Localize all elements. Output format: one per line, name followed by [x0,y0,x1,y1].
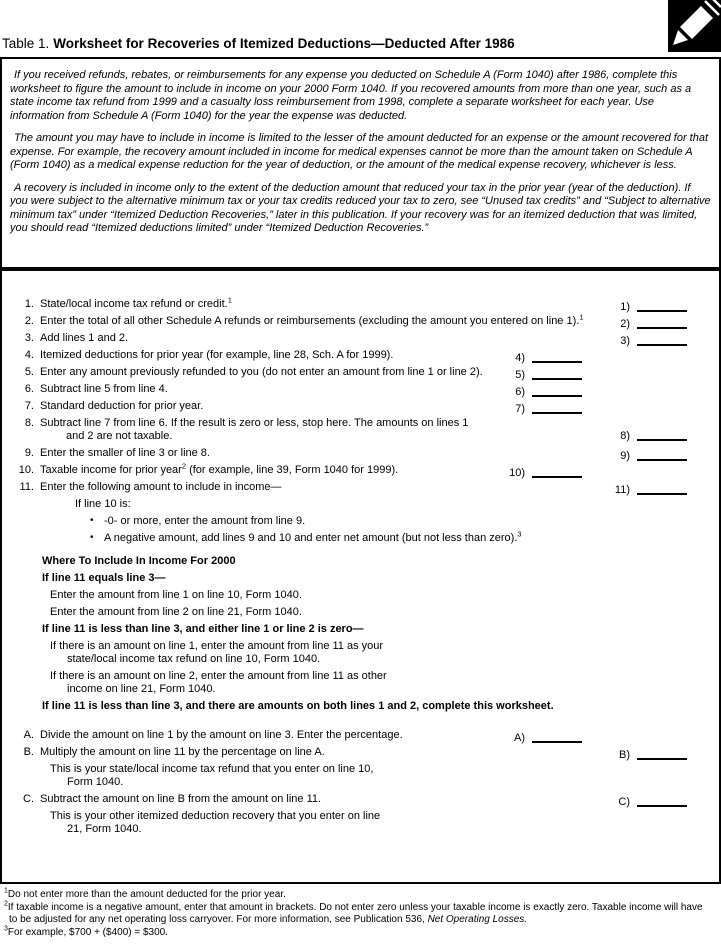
text-line [40,332,128,345]
text-line [42,623,719,636]
text-segment: If there is an amount on line 2, enter the amount from line 11 as other [50,670,387,682]
text-segment: Net Operating Losses. [427,914,528,925]
worksheet-row-5 [2,366,719,379]
text-segment: Multiply the amount on line 11 by the percentage on line A. [40,746,325,758]
intro-paragraph-2: The amount you may have to include in income is limited to the lesser of the amount deducted for an expense or the amount recovered for that expense. For example, the recovery amount included in income for medical expenses cannot be more than the amount taken on Schedule A (Form 1040) as a medical expense reduction for the year of deduction, or the amount of the medical expense recovery, whichever is less. [10,132,709,171]
intro-paragraph-1: If you received refunds, rebates, or reimbursements for any expense you deducted on Schedule A (Form 1040) after 1986, complete this worksheet to figure the amount to include in income on your 2000 Form 1040. If you recovered amounts from more than one year, such as a state income tax refund from 1999 and a casualty loss reimbursement from 1998, complete a separate worksheet for each year. Use information from Schedule A (Form 1040) for the year the expense was deducted. [10,69,692,122]
text-segment: If line 11 equals line 3— [42,572,166,584]
line-text [50,810,719,836]
text-line [40,366,483,379]
text-line [40,417,468,430]
entry-field-11 [602,481,687,497]
text-line [104,529,719,545]
entry-field-9 [602,447,687,463]
text-line [50,653,719,666]
line-number: 1. [24,298,34,310]
line-text [50,606,719,619]
worksheet-row-B [2,746,719,759]
text-line [50,606,719,619]
entry-field-1 [602,298,687,314]
heading-block-21 [2,700,719,713]
entry-label: A) [514,732,525,744]
worksheet-row-10 [2,461,719,479]
text-segment: Enter the amount from line 2 on line 21, Form 1040. [50,606,302,618]
footnote-marker: 1 [4,887,8,895]
line-number: 6. [24,383,34,395]
sub-block-19 [2,640,719,666]
text-line [40,729,403,742]
line-text [40,447,210,460]
text-segment: Subtract line 5 from line 4. [40,383,168,395]
bullet-block-13 [2,529,719,545]
footnote-3 [4,927,719,940]
text-line [40,312,584,328]
text-line [42,555,719,568]
text-segment: This is your state/local income tax refund that you enter on line 10, [50,763,374,775]
heading-block-14 [2,555,719,568]
worksheet-row-3 [2,332,719,345]
line-number: 3. [24,332,34,344]
text-segment: Divide the amount on line 1 by the amount on line 3. Enter the percentage. [40,729,403,741]
entry-field-3 [602,332,687,348]
entry-label: 4) [515,352,525,364]
entry-blank[interactable] [532,368,582,380]
entry-label: 10) [509,467,525,479]
text-segment: If there is an amount on line 1, enter the amount from line 11 as your [50,640,384,652]
text-segment: 21, Form 1040. [67,823,142,835]
text-line [4,889,719,902]
text-segment: Subtract line 7 from line 6. If the result is zero or less, stop here. The amounts on lines 1 [40,417,469,429]
footnote-marker: 2 [4,900,8,908]
entry-label: 3) [620,335,630,347]
footnotes [4,889,719,939]
line-text [42,555,719,568]
line-number: 2. [24,315,34,327]
text-line [4,914,719,927]
worksheet-row-C [2,793,719,806]
worksheet-row-4 [2,349,719,362]
sub-block-16 [2,589,719,602]
line-text [50,763,719,789]
text-line [50,776,719,789]
entry-field-10 [497,464,582,480]
text-line [50,763,719,776]
line-text [50,589,719,602]
entry-field-A [497,729,582,745]
text-segment: Subtract the amount on line B from the amount on line 11. [40,793,322,805]
line-text [40,312,584,328]
entry-field-4 [497,349,582,365]
table-number: Table 1. [2,36,50,51]
line-text [42,623,719,636]
entry-field-8 [602,427,687,443]
text-segment: Enter the smaller of line 3 or line 8. [40,447,210,459]
entry-blank[interactable] [637,449,687,461]
text-line [4,902,719,915]
text-line [40,349,393,362]
text-line [40,295,232,311]
text-segment: If line 11 is less than line 3, and either line 1 or line 2 is zero— [42,623,364,635]
entry-field-B [602,746,687,762]
text-line [50,683,719,696]
cond-block-11 [2,498,719,511]
text-segment: and 2 are not taxable. [66,430,173,442]
text-segment: Enter the amount from line 1 on line 10, Form 1040. [50,589,302,601]
line-number: 7. [24,400,34,412]
worksheet-row-9 [2,447,719,460]
line-number: 8. [24,417,34,429]
text-line [4,927,719,940]
worksheet-row-1 [2,295,719,313]
worksheet-row-A [2,729,719,742]
entry-blank[interactable] [532,466,582,478]
text-segment: If taxable income is a negative amount, enter that amount in brackets. Do not enter zero unless your taxable income is exactly zero. Taxable income will have [7,901,703,913]
text-line [104,515,719,528]
text-line [40,383,168,396]
text-segment: For example, $700 + ($400) = $300. [7,926,169,938]
worksheet-row-7 [2,400,719,413]
bullet-icon: • [90,532,94,543]
line-text [40,349,393,362]
text-line [40,400,203,413]
text-line [40,447,210,460]
worksheet-row-11 [2,481,719,494]
text-segment: state/local income tax refund on line 10, Form 1040. [67,653,321,665]
entry-blank[interactable] [637,483,687,495]
line-number: C. [23,793,34,805]
text-segment: Do not enter more than the amount deducted for the prior year. [7,889,286,900]
text-segment: A negative amount, add lines 9 and 10 and enter net amount (but not less than zero). [104,532,518,544]
entry-blank[interactable] [637,300,687,312]
pencil-icon [668,0,721,52]
line-text [40,400,203,413]
entry-blank[interactable] [637,429,687,441]
line-text [40,481,282,494]
text-line [40,793,321,806]
line-text [42,572,719,585]
text-segment: Where To Include In Income For 2000 [42,555,236,567]
line-number: 4. [24,349,34,361]
footnote-marker: 3 [4,925,8,933]
text-segment: Enter the following amount to include in income— [40,481,282,493]
line-text [40,729,403,742]
entry-field-7 [497,400,582,416]
footnote-ref: 1 [579,312,584,322]
text-segment: Itemized deductions for prior year (for example, line 28, Sch. A for 1999). [40,349,394,361]
entry-field-2 [602,315,687,331]
intro-paragraph-3: A recovery is included in income only to the extent of the deduction amount that reduced your tax in the prior year (year of the deduction). If you were subject to the alternative minimum tax or your tax credits reduced your tax to zero, see “Unused tax credits” and “Subject to alternative minimum tax” under “Itemized Deduction Recoveries,” later in this publication. If your recovery was for an itemized deduction that was limited, you should read “Itemized deductions limited” under “Itemized Deduction Recoveries.” [10,181,711,234]
entry-label: 5) [515,369,525,381]
worksheet-row-8 [2,417,719,443]
footnote-2 [4,902,719,927]
text-segment: If line 10 is: [75,498,131,510]
line-text [40,295,232,311]
line-number: 5. [24,366,34,378]
line-text [40,417,468,443]
entry-field-5 [497,366,582,382]
entry-label: 11) [614,484,630,496]
line-text [75,498,719,511]
footnote-ref: 2 [181,461,187,471]
line-text [40,793,321,806]
footnote-ref: 3 [517,529,522,539]
text-line [42,572,719,585]
bullet-icon: • [90,515,94,526]
table-title [2,36,515,51]
text-line [40,481,282,494]
line-number: B. [23,746,34,758]
text-segment: Enter any amount previously refunded to you (do not enter an amount from line 1 or line 2). [40,366,483,378]
entry-blank[interactable] [637,334,687,346]
line-text [50,670,719,696]
worksheet-row-2 [2,312,719,330]
entry-label: 6) [515,386,525,398]
footnote-ref: 1 [227,295,232,305]
worksheet-box [0,269,721,884]
entry-field-C [602,793,687,809]
text-line [50,589,719,602]
text-line [75,498,719,511]
bullet-block-12 [2,515,719,528]
text-segment: If line 11 is less than line 3, and there are amounts on both lines 1 and 2, complete this worksheet. [42,700,554,712]
text-segment: State/local income tax refund or credit. [40,298,228,310]
text-line [50,640,719,653]
text-segment: Taxable income for prior year [40,464,182,476]
entry-label: 1) [620,301,630,313]
sub-block-26 [2,810,719,836]
text-segment: (for example, line 39, Form 1040 for 1999). [186,464,399,476]
entry-blank[interactable] [532,731,582,743]
text-segment: -0- or more, enter the amount from line 9. [104,515,306,527]
line-text [40,366,483,379]
entry-label: 7) [515,403,525,415]
line-number: 10. [18,464,34,476]
text-segment: to be adjusted for any net operating loss carryover. For more information, see Publication 536, [9,914,428,925]
line-number: 9. [24,447,34,459]
text-line [40,430,468,443]
entry-blank[interactable] [532,402,582,414]
line-text [104,529,719,545]
text-segment: Enter the total of all other Schedule A refunds or reimbursements (excluding the amount you entered on line 1). [40,315,580,327]
text-segment: This is your other itemized deduction recovery that you enter on line [50,810,381,822]
line-text [104,515,719,528]
intro-box [0,57,721,269]
line-text [50,640,719,666]
worksheet-row-6 [2,383,719,396]
sub-block-24 [2,763,719,789]
text-line [40,461,399,477]
text-segment: Standard deduction for prior year. [40,400,204,412]
text-line [50,823,719,836]
entry-label: 2) [620,318,630,330]
sub-block-20 [2,670,719,696]
entry-field-6 [497,383,582,399]
entry-label: C) [618,796,630,808]
text-line [50,670,719,683]
entry-blank[interactable] [637,795,687,807]
text-segment: Add lines 1 and 2. [40,332,129,344]
footnote-1 [4,889,719,902]
entry-blank[interactable] [532,351,582,363]
line-text [42,700,719,713]
entry-label: 9) [620,450,630,462]
pencil-icon-glyph [668,0,721,52]
heading-block-18 [2,623,719,636]
entry-label: 8) [620,430,630,442]
text-line [42,700,719,713]
heading-block-15 [2,572,719,585]
line-text [40,461,399,477]
text-line [50,810,719,823]
entry-blank[interactable] [637,317,687,329]
text-segment: income on line 21, Form 1040. [67,683,216,695]
entry-label: B) [619,749,630,761]
sub-block-17 [2,606,719,619]
line-text [40,332,128,345]
line-number: 11. [19,481,34,493]
table-heading: Worksheet for Recoveries of Itemized Deductions—Deducted After 1986 [53,36,515,51]
text-line [40,746,325,759]
line-text [40,383,168,396]
line-text [40,746,325,759]
line-number: A. [23,729,34,741]
entry-blank[interactable] [637,748,687,760]
text-segment: Form 1040. [67,776,124,788]
entry-blank[interactable] [532,385,582,397]
